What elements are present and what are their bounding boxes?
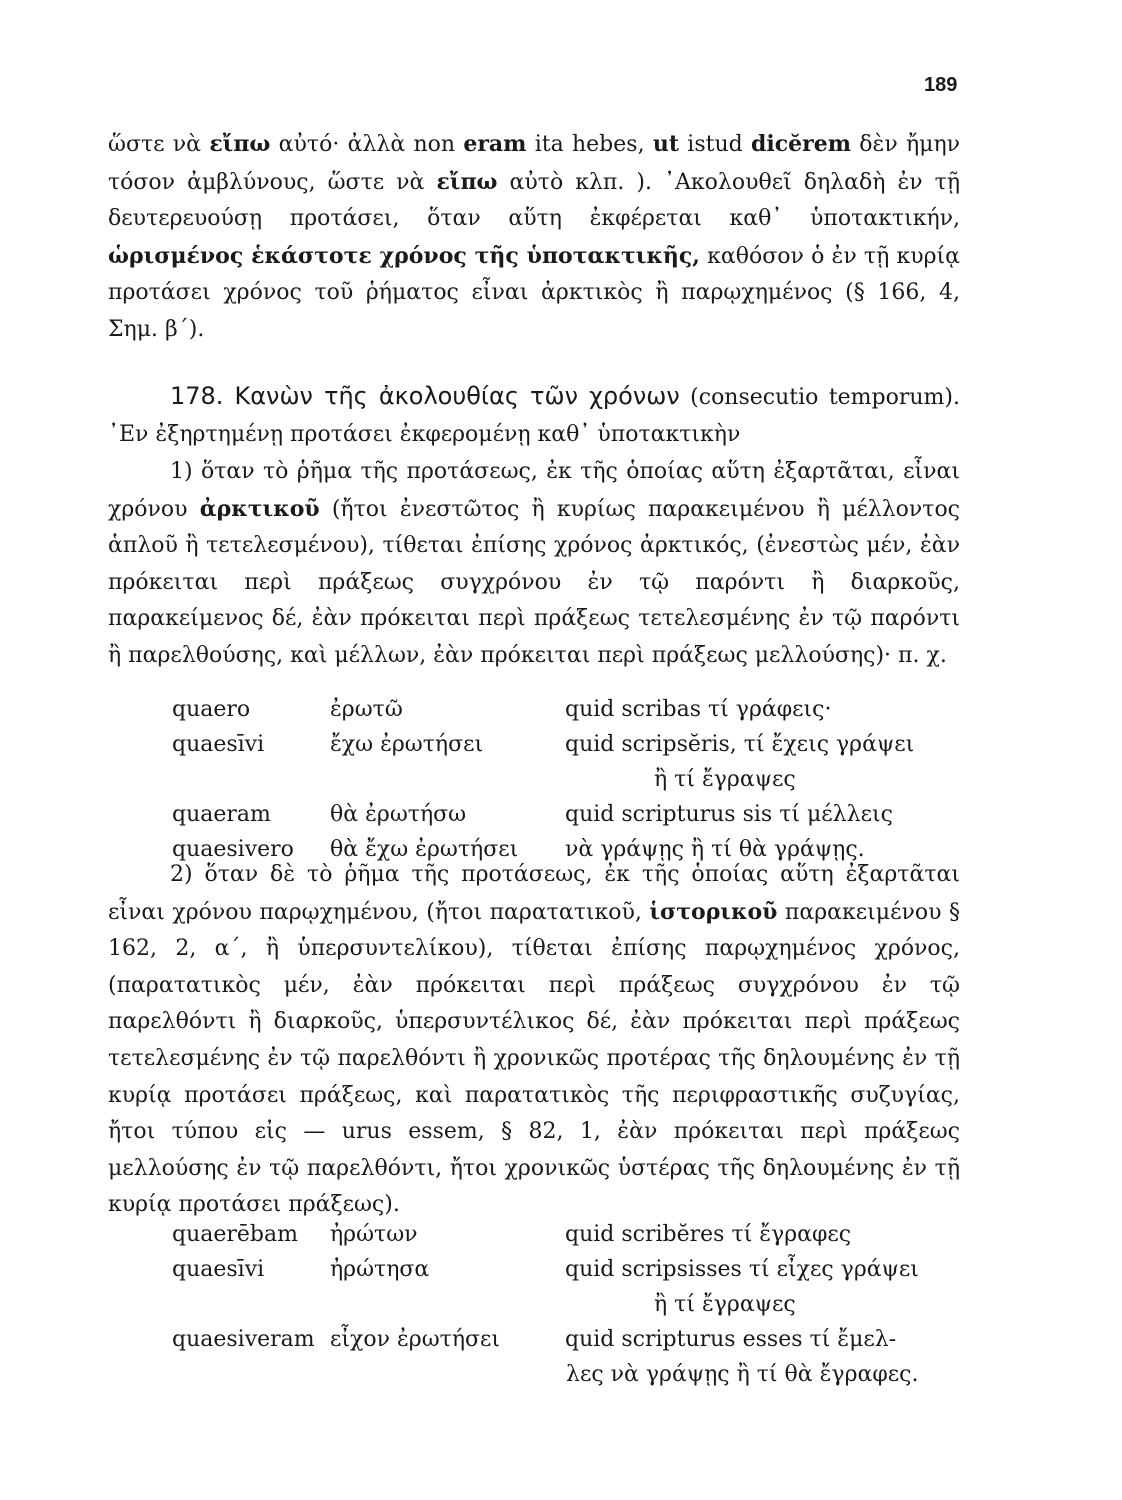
greek-verb: ἠρώτων	[330, 1222, 418, 1247]
text-run: δὲν ἤμην τόσον ἀμβλύνους, ὥστε νὰ	[108, 132, 961, 195]
bold-text: ἀρκτικοῦ	[199, 495, 320, 522]
greek-verb: ἠρώτησα	[330, 1257, 430, 1282]
text-run: (ἤτοι ἐνεστῶτος ἢ κυρίως παρακειμένου ἢ μέλλοντος ἁπλοῦ ἢ τετελεσμένου), τίθεται ἐπίσης χρόνος ἀρκτικός, (ἐνεστὼς μέν, ἐὰν πρόκειται περὶ πράξεως συγχρόνου ἐν τῷ παρόντι ἢ διαρκοῦς, παρακείμενος δέ, ἐὰν πρόκειται περὶ πράξεως τετελεσμένης ἐν τῷ παρόντι ἢ παρελθούσης, καὶ μέλλων, ἐὰν πρόκειται περὶ πράξεως μελλούσης)· π. χ.	[108, 496, 961, 668]
example-row	[172, 1322, 962, 1357]
example-row	[172, 727, 962, 762]
rule-2-paragraph	[108, 857, 960, 1224]
example-row	[172, 1357, 962, 1392]
example-row	[172, 797, 962, 832]
text-run: ὥστε νὰ	[108, 132, 210, 157]
latin-verb: quaesīvi	[172, 732, 265, 757]
text-run: (consecutio temporum). ᾿Εν ἐξηρτημένῃ προτάσει ἐκφερομένῃ καθ᾿ ὑποτακτικὴν	[108, 385, 960, 447]
greek-verb: ἐρωτῶ	[330, 697, 403, 722]
example-phrase: quid scripturus esses τί ἔμελ-	[565, 1327, 897, 1352]
section-title: Κανὼν τῆς ἀκολουθίας τῶν χρόνων	[223, 382, 680, 410]
rule-1-paragraph	[108, 454, 960, 675]
greek-verb: ἔχω ἐρωτήσει	[330, 732, 484, 757]
text-run: αὐτό· ἀλλὰ non	[270, 132, 464, 157]
bold-text: ὡρισμένος ἑκάστοτε χρόνος τῆς ὑποτακτικῆς,	[108, 242, 700, 269]
latin-verb: quaesīvi	[172, 1257, 265, 1282]
example-phrase: quid scribas τί γράφεις·	[565, 697, 832, 722]
latin-verb: quaesiveram	[172, 1327, 315, 1352]
text-run: παρακειμένου § 162, 2, α΄, ἢ ὑπερσυντελίκου), τίθεται ἐπίσης παρῳχημένος χρόνος, (παρατατικὸς μέν, ἐὰν πρόκειται περὶ πράξεως συγχρόνου ἐν τῷ παρελθόντι ἢ διαρκοῦς, ὑπερσυντέλικος δέ, ἐὰν πρόκειται περὶ πράξεως τετελεσμένης ἐν τῷ παρελθόντι ἢ χρονικῶς προτέρας τῆς δηλουμένης ἐν τῇ κυρίᾳ προτάσει πράξεως, καὶ παρατατικὸς τῆς περιφραστικῆς συζυγίας, ἤτοι τύπου εἰς — urus essem, § 82, 1, ἐὰν πρόκειται περὶ πράξεως μελλούσης ἐν τῷ παρελθόντι, ἤτοι χρονικῶς ὑστέρας τῆς δηλουμένης ἐν τῇ κυρίᾳ προτάσει πράξεως).	[108, 899, 960, 1218]
section-number: 178.	[170, 382, 224, 410]
text-run: istud	[679, 132, 752, 157]
bold-text: dicĕrem	[751, 131, 852, 157]
page-number: 189	[924, 74, 958, 96]
greek-verb: θὰ ἐρωτήσω	[330, 802, 467, 827]
bold-text: εἴπω	[209, 131, 271, 157]
text-run: καθόσον ὁ ἐν τῇ κυρίᾳ προτάσει χρόνος τοῦ ῥήματος εἶναι ἀρκτικὸς ἢ παρῳχημένος (§ 166, 4, Σημ. β΄).	[108, 243, 960, 342]
section-178	[108, 378, 960, 453]
greek-verb: θὰ ἔχω ἐρωτήσει	[330, 837, 519, 862]
paragraph-continuation	[108, 126, 960, 349]
examples-table-2	[172, 1217, 962, 1392]
bold-text: ἱστορικοῦ	[649, 898, 778, 925]
example-row	[172, 692, 962, 727]
greek-verb: εἶχον ἐρωτήσει	[330, 1327, 501, 1352]
example-phrase: quid scripturus sis τί μέλλεις	[565, 802, 893, 827]
text-run: 2) ὅταν δὲ τὸ ῥῆμα τῆς προτάσεως, ἐκ τῆς ὁποίας αὕτη ἐξαρτᾶται εἶναι χρόνου παρῳχημένου, (ἤτοι παρατατικοῦ,	[108, 862, 960, 925]
example-row	[172, 762, 962, 797]
latin-verb: quaeram	[172, 802, 271, 827]
bold-text: ut	[652, 131, 680, 157]
latin-verb: quaero	[172, 697, 251, 722]
latin-verb: quaesivero	[172, 837, 294, 862]
example-phrase: quid scripsĕris, τί ἔχεις γράψει	[565, 732, 915, 757]
example-continuation: ἢ τί ἔγραψες	[654, 767, 796, 792]
example-phrase: quid scripsisses τί εἶχες γράψει	[565, 1257, 919, 1282]
text-run: αὐτὸ κλπ. ). ᾿Ακολουθεῖ δηλαδὴ ἐν τῇ δευτερευούσῃ προτάσει, ὅταν αὕτη ἐκφέρεται καθ᾿ ὑποτακτικήν,	[108, 169, 961, 232]
example-continuation: ἢ τί ἔγραψες	[654, 1292, 796, 1317]
example-row	[172, 1287, 962, 1322]
examples-table-1	[172, 692, 962, 867]
text-run: ita hebes,	[526, 132, 653, 157]
text-run: 1) ὅταν τὸ ῥῆμα τῆς προτάσεως, ἐκ τῆς ὁποίας αὕτη ἐξαρτᾶται, εἶναι χρόνου	[108, 459, 960, 522]
example-row	[172, 1252, 962, 1287]
example-phrase: quid scribĕres τί ἔγραφες	[565, 1222, 852, 1247]
example-phrase: νὰ γράψῃς ἢ τί θὰ γράψῃς.	[565, 837, 865, 862]
latin-verb: quaerēbam	[172, 1222, 298, 1247]
bold-text: εἴπω	[436, 168, 498, 195]
bold-text: eram	[463, 131, 527, 157]
example-continuation: λες νὰ γράψῃς ἢ τί θὰ ἔγραφες.	[566, 1362, 919, 1387]
example-row	[172, 1217, 962, 1252]
